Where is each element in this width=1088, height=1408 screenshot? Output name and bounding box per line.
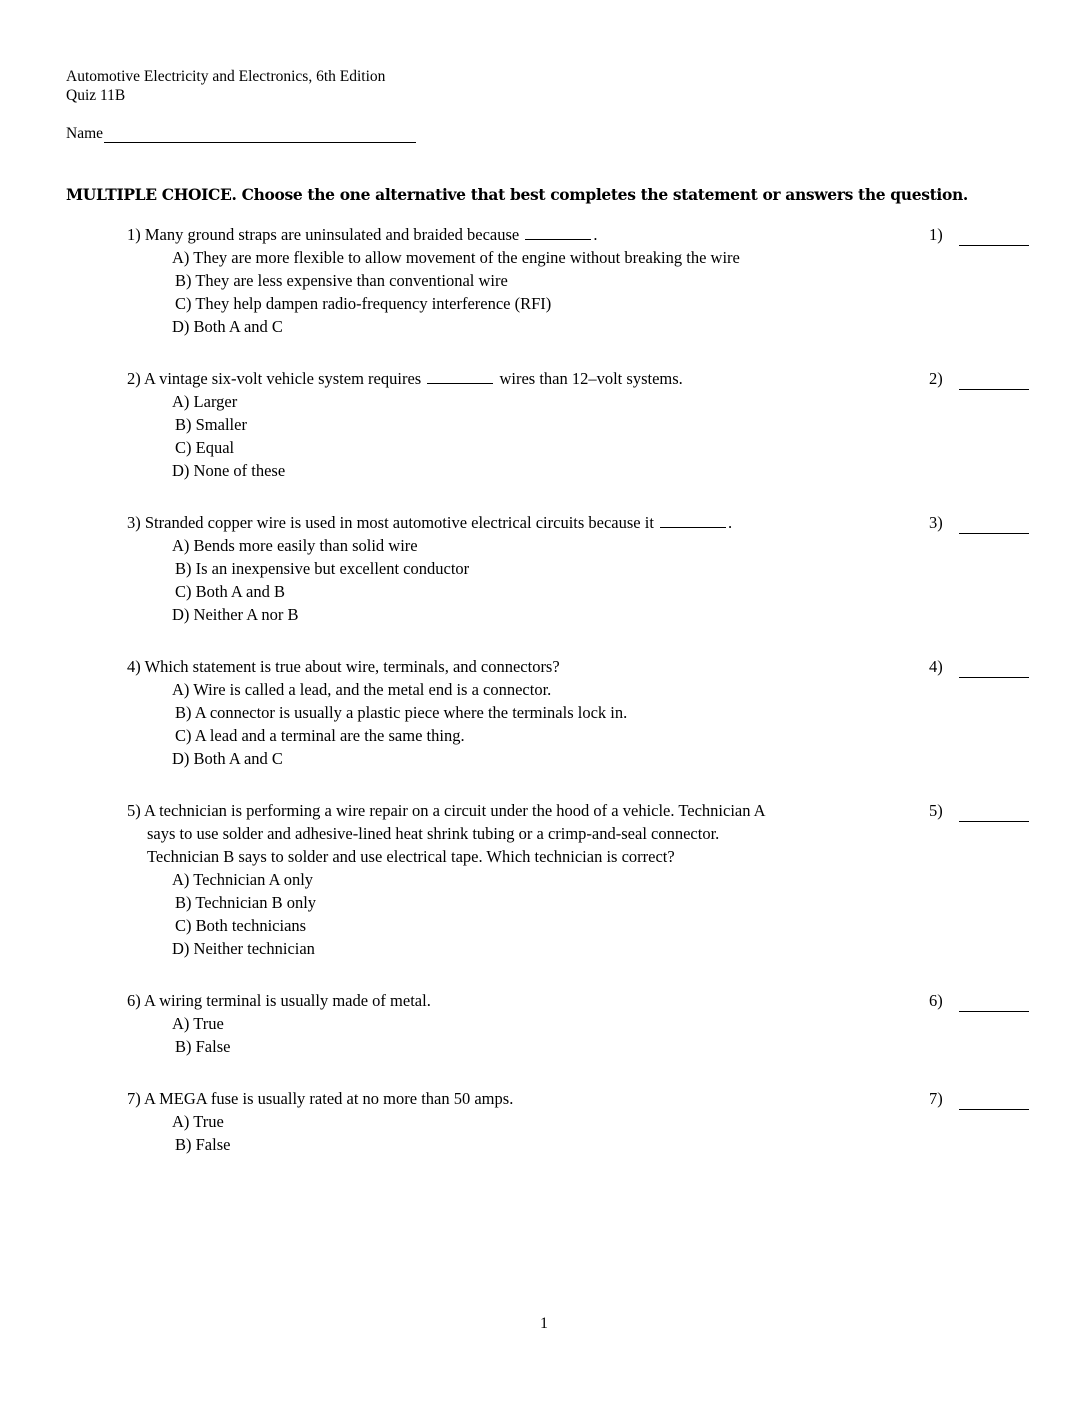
choice-b: B) Smaller <box>175 415 247 434</box>
answer-slot <box>929 367 1029 390</box>
book-title: Automotive Electricity and Electronics, 6th Edition <box>66 68 386 85</box>
choice-b: B) A connector is usually a plastic piece where the terminals lock in. <box>175 703 628 722</box>
answer-blank-line[interactable] <box>959 805 1029 822</box>
answer-blank-line[interactable] <box>959 995 1029 1012</box>
answer-number: 4) <box>929 657 943 676</box>
choice-c: C) Both technicians <box>175 916 307 935</box>
question-stem: 7) A MEGA fuse is usually rated at no more than 50 amps. <box>127 1089 514 1108</box>
choice-b: B) False <box>175 1135 231 1154</box>
name-field <box>66 125 416 143</box>
answer-slot <box>929 799 1029 822</box>
question-stem: 5) A technician is performing a wire repair on a circuit under the hood of a vehicle. Technician A <box>127 801 766 820</box>
choice-a: A) Wire is called a lead, and the metal end is a connector. <box>172 680 552 699</box>
answer-slot <box>929 655 1029 678</box>
choice-a: A) Bends more easily than solid wire <box>172 536 418 555</box>
choice-a: A) True <box>172 1112 224 1131</box>
question-6 <box>127 989 1087 1058</box>
answer-number: 5) <box>929 801 943 820</box>
choice-d: D) Neither A nor B <box>172 605 299 624</box>
name-label: Name <box>66 125 104 142</box>
choice-a: A) They are more flexible to allow movement of the engine without breaking the wire <box>172 248 740 267</box>
answer-number: 2) <box>929 369 943 388</box>
choice-d: D) Both A and C <box>172 317 283 336</box>
answer-number: 6) <box>929 991 943 1010</box>
answer-blank-line[interactable] <box>959 373 1029 390</box>
answer-blank-line[interactable] <box>959 661 1029 678</box>
answer-slot <box>929 223 1029 246</box>
fill-in-blank <box>525 225 591 240</box>
page-number: 1 <box>540 1315 548 1332</box>
question-7 <box>127 1087 1087 1156</box>
choice-a: A) Technician A only <box>172 870 314 889</box>
choice-c: C) They help dampen radio-frequency interference (RFI) <box>175 294 552 313</box>
question-3 <box>127 511 1087 626</box>
name-blank-line[interactable] <box>104 125 416 143</box>
question-2 <box>127 367 1087 482</box>
choice-b: B) False <box>175 1037 231 1056</box>
choice-d: D) Neither technician <box>172 939 315 958</box>
answer-slot <box>929 1087 1029 1110</box>
question-stem: 6) A wiring terminal is usually made of metal. <box>127 991 431 1010</box>
choice-c: C) A lead and a terminal are the same thing. <box>175 726 465 745</box>
answer-blank-line[interactable] <box>959 1093 1029 1110</box>
choice-b: B) Technician B only <box>175 893 317 912</box>
choice-c: C) Both A and B <box>175 582 286 601</box>
choice-d: D) Both A and C <box>172 749 283 768</box>
choice-a: A) True <box>172 1014 224 1033</box>
question-stem: 2) A vintage six-volt vehicle system requires wires than 12–volt systems. <box>127 369 683 388</box>
quiz-title: Quiz 11B <box>66 87 126 104</box>
answer-number: 1) <box>929 225 943 244</box>
fill-in-blank <box>660 513 726 528</box>
question-stem: 3) Stranded copper wire is used in most automotive electrical circuits because it . <box>127 513 733 532</box>
answer-number: 7) <box>929 1089 943 1108</box>
question-1 <box>127 223 1087 338</box>
question-stem-continued: Technician B says to solder and use electrical tape. Which technician is correct? <box>147 847 675 866</box>
question-5 <box>127 799 1087 960</box>
question-stem: 1) Many ground straps are uninsulated and braided because . <box>127 225 598 244</box>
choice-c: C) Equal <box>175 438 235 457</box>
choice-b: B) Is an inexpensive but excellent conductor <box>175 559 470 578</box>
document-header <box>66 67 385 105</box>
answer-number: 3) <box>929 513 943 532</box>
instructions: MULTIPLE CHOICE. Choose the one alternative that best completes the statement or answers the question. <box>66 185 968 204</box>
question-stem-continued: says to use solder and adhesive-lined heat shrink tubing or a crimp-and-seal connector. <box>147 824 720 843</box>
choice-d: D) None of these <box>172 461 286 480</box>
question-4 <box>127 655 1087 770</box>
answer-blank-line[interactable] <box>959 517 1029 534</box>
answer-slot <box>929 989 1029 1012</box>
choice-b: B) They are less expensive than conventional wire <box>175 271 508 290</box>
choice-a: A) Larger <box>172 392 238 411</box>
answer-slot <box>929 511 1029 534</box>
answer-blank-line[interactable] <box>959 229 1029 246</box>
fill-in-blank <box>427 369 493 384</box>
question-stem: 4) Which statement is true about wire, terminals, and connectors? <box>127 657 560 676</box>
